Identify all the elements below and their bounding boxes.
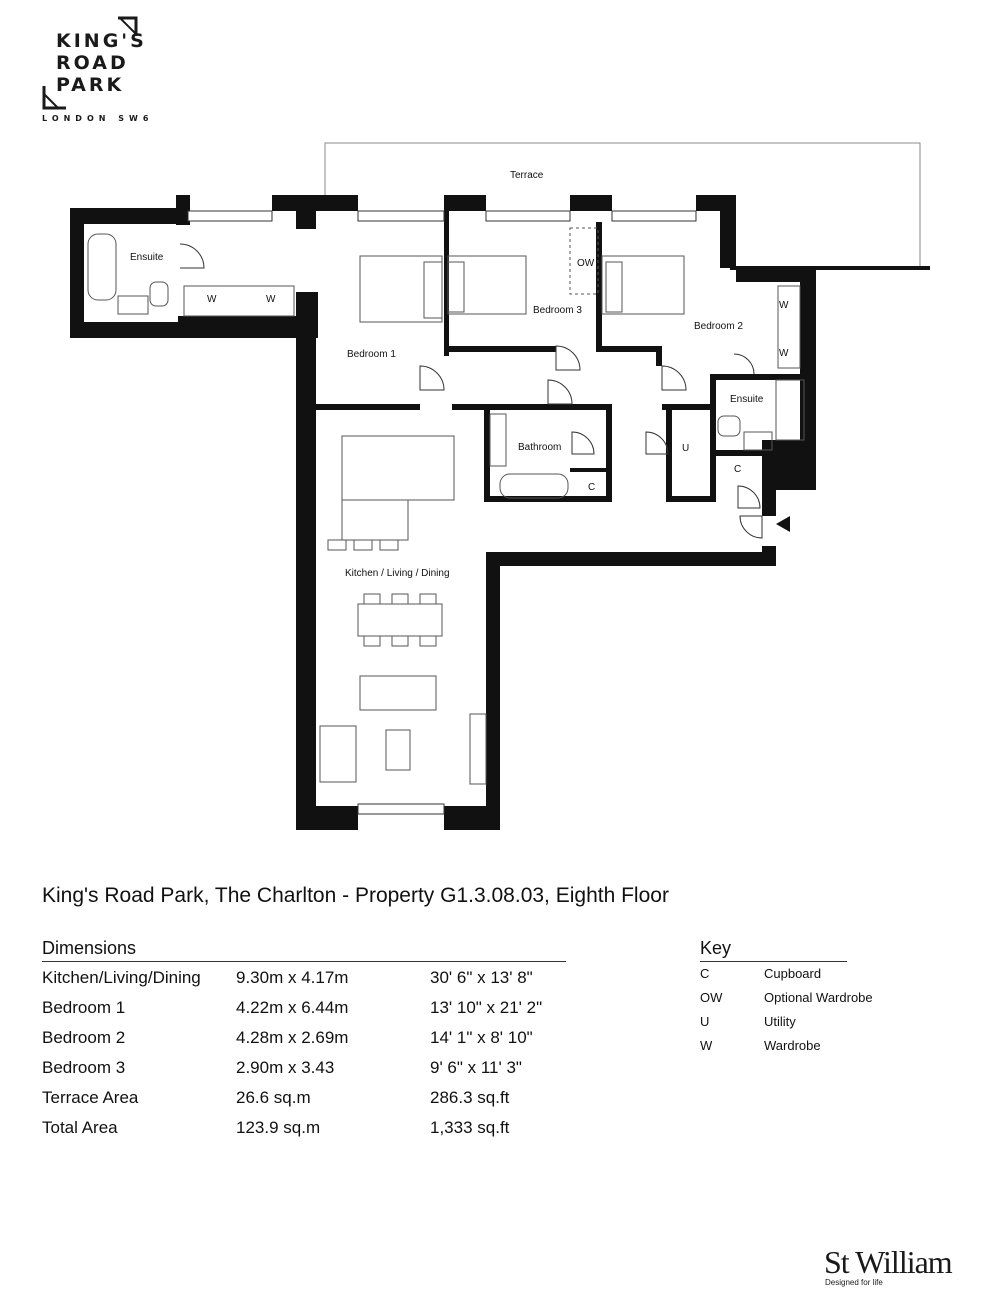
table-row <box>42 998 602 1028</box>
list-item <box>700 1014 960 1038</box>
table-row <box>42 1088 602 1118</box>
label-optional-wardrobe: OW <box>577 258 595 269</box>
list-item <box>700 990 960 1014</box>
dimension-room: Bedroom 3 <box>42 1058 126 1077</box>
logo-line-3: PARK <box>56 74 125 96</box>
label-cupboard-2: C <box>734 464 742 475</box>
logo-line-2: ROAD <box>56 52 129 74</box>
label-ensuite-left: Ensuite <box>130 252 164 263</box>
room-labels <box>130 170 789 579</box>
key-code: U <box>700 1014 710 1029</box>
key-divider <box>700 961 847 962</box>
doors <box>180 244 762 538</box>
dimension-metric: 26.6 sq.m <box>236 1088 311 1107</box>
label-wardrobe-4: W <box>779 348 789 359</box>
dimensions-heading: Dimensions <box>42 938 137 958</box>
key-heading: Key <box>700 938 732 958</box>
key-code: W <box>700 1038 713 1053</box>
entrance-arrow-icon <box>776 516 790 532</box>
dimension-room: Kitchen/Living/Dining <box>42 968 201 987</box>
dimension-metric: 9.30m x 4.17m <box>236 968 349 987</box>
label-wardrobe-1: W <box>207 294 217 305</box>
table-row <box>42 968 602 998</box>
dimension-metric: 123.9 sq.m <box>236 1118 321 1137</box>
dimension-metric: 4.28m x 2.69m <box>236 1028 349 1047</box>
dimension-metric: 4.22m x 6.44m <box>236 998 349 1017</box>
dimension-room: Terrace Area <box>42 1088 139 1107</box>
label-bedroom-2: Bedroom 2 <box>694 321 743 332</box>
table-row <box>42 1028 602 1058</box>
terrace <box>325 143 930 268</box>
label-bedroom-3: Bedroom 3 <box>533 305 582 316</box>
logo-line-1: KING'S <box>56 30 147 52</box>
dimensions-divider <box>42 961 566 962</box>
table-row <box>42 1118 602 1148</box>
label-terrace: Terrace <box>510 170 544 181</box>
key-label: Wardrobe <box>764 1038 821 1053</box>
dimension-imperial: 286.3 sq.ft <box>430 1088 510 1107</box>
exterior-walls <box>70 195 816 830</box>
label-wardrobe-3: W <box>779 300 789 311</box>
list-item <box>700 1038 960 1062</box>
key-label: Optional Wardrobe <box>764 990 873 1005</box>
key-label: Utility <box>764 1014 796 1029</box>
label-cupboard-1: C <box>588 482 596 493</box>
dimension-metric: 2.90m x 3.43 <box>236 1058 335 1077</box>
list-item <box>700 966 960 990</box>
key-label: Cupboard <box>764 966 822 981</box>
dimension-imperial: 13' 10" x 21' 2" <box>430 998 543 1017</box>
key-code: C <box>700 966 710 981</box>
logo-location: LONDON SW6 <box>42 114 154 123</box>
dimension-imperial: 30' 6" x 13' 8" <box>430 968 533 987</box>
dimension-imperial: 1,333 sq.ft <box>430 1118 510 1137</box>
label-utility: U <box>682 443 690 454</box>
table-row <box>42 1058 602 1088</box>
label-bathroom: Bathroom <box>518 442 562 453</box>
label-kitchen-living-dining: Kitchen / Living / Dining <box>345 568 450 579</box>
brand-tagline: Designed for life <box>825 1278 883 1287</box>
dimension-room: Bedroom 1 <box>42 998 126 1017</box>
dimension-imperial: 14' 1" x 8' 10" <box>430 1028 533 1047</box>
label-ensuite-right: Ensuite <box>730 394 764 405</box>
floor-plan <box>0 130 1000 850</box>
dimension-room: Total Area <box>42 1118 118 1137</box>
key-code: OW <box>700 990 723 1005</box>
dimension-room: Bedroom 2 <box>42 1028 126 1047</box>
page-title: King's Road Park, The Charlton - Property G1.3.08.03, Eighth Floor <box>42 884 669 907</box>
dimension-imperial: 9' 6" x 11' 3" <box>430 1058 522 1077</box>
label-bedroom-1: Bedroom 1 <box>347 349 396 360</box>
interior-walls <box>178 211 804 502</box>
st-william-logo: St William <box>824 1244 952 1280</box>
label-wardrobe-2: W <box>266 294 276 305</box>
